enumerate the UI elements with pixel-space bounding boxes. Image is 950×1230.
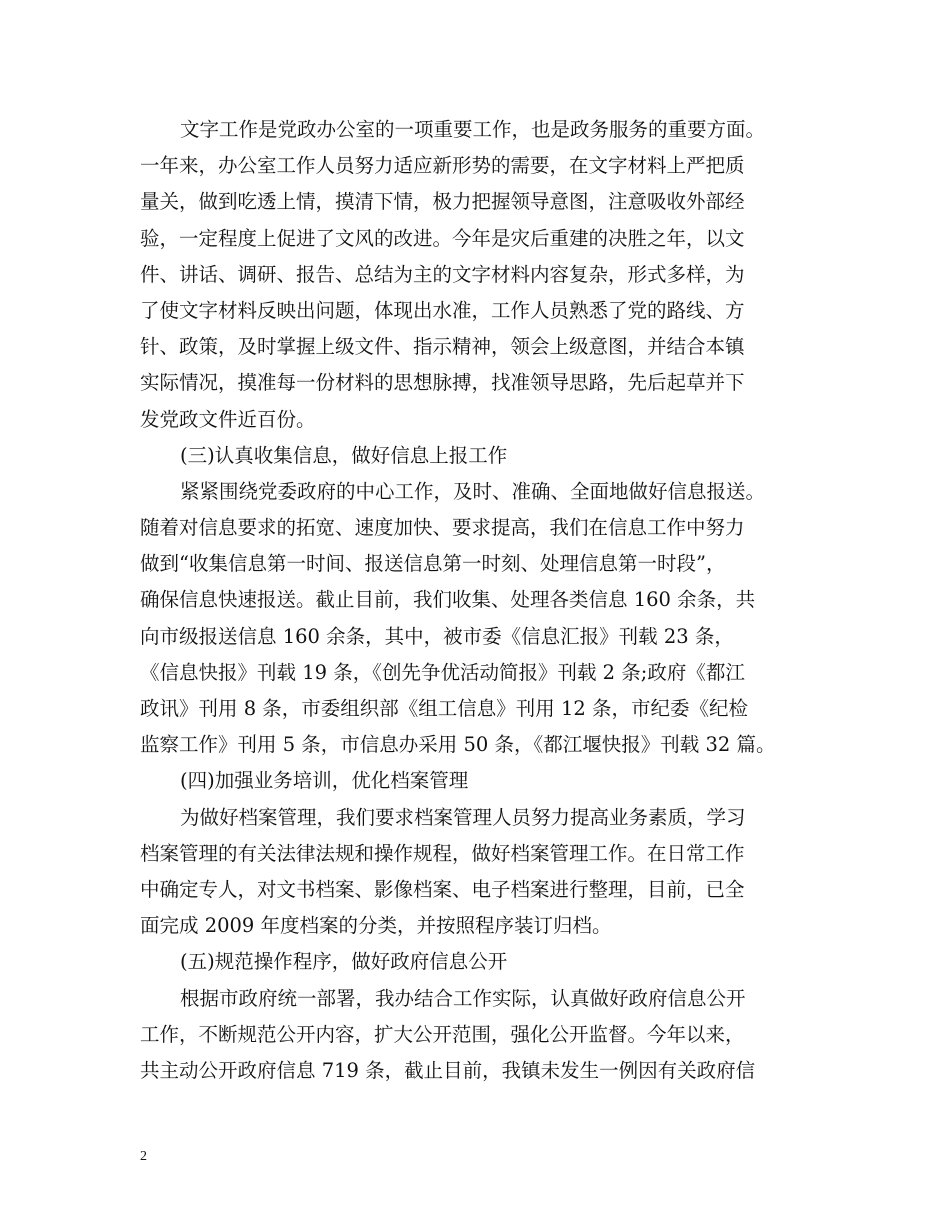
paragraph-line: 发党政文件近百份。 bbox=[140, 407, 316, 431]
paragraph-line: 中确定专人，对文书档案、影像档案、电子档案进行整理，目前，已全 bbox=[140, 877, 745, 901]
paragraph-line: 共主动公开政府信息 719 条，截止目前，我镇未发生一例因有关政府信 bbox=[140, 1058, 756, 1082]
body-text bbox=[140, 112, 810, 1089]
paragraph-line: 根据市政府统一部署，我办结合工作实际，认真做好政府信息公开 bbox=[180, 986, 746, 1010]
paragraph-line: 为做好档案管理，我们要求档案管理人员努力提高业务素质，学习 bbox=[180, 805, 746, 829]
paragraph-line: 工作，不断规范公开内容，扩大公开范围，强化公开监督。今年以来， bbox=[140, 1022, 745, 1046]
page-number: 2 bbox=[140, 1149, 147, 1164]
paragraph-line: 监察工作》刊用 5 条，市信息办采用 50 条，《都江堰快报》刊载 32 篇。 bbox=[140, 733, 776, 757]
paragraph-line: 量关，做到吃透上情，摸清下情，极力把握领导意图，注意吸收外部经 bbox=[140, 190, 745, 214]
paragraph-line: 确保信息快速报送。截止目前，我们收集、处理各类信息 160 余条，共 bbox=[140, 588, 756, 612]
paragraph-line: 向市级报送信息 160 余条，其中，被市委《信息汇报》刊载 23 条， bbox=[140, 624, 734, 648]
paragraph-line: 验，一定程度上促进了文风的改进。今年是灾后重建的决胜之年，以文 bbox=[140, 226, 745, 250]
paragraph-line: 政讯》刊用 8 条，市委组织部《组工信息》刊用 12 条，市纪委《纪检 bbox=[140, 697, 749, 720]
paragraph-line: 针、政策，及时掌握上级文件、指示精神，领会上级意图，并结合本镇 bbox=[140, 335, 745, 359]
paragraph-line: 紧紧围绕党委政府的中心工作，及时、准确、全面地做好信息报送。 bbox=[180, 479, 766, 503]
paragraph-line: 做到“收集信息第一时间、报送信息第一时刻、处理信息第一时段”， bbox=[140, 552, 726, 576]
paragraph-line: 件、讲话、调研、报告、总结为主的文字材料内容复杂，形式多样，为 bbox=[140, 262, 745, 286]
section-heading-5: (五)规范操作程序，做好政府信息公开 bbox=[180, 950, 508, 974]
section-heading-4: (四)加强业务培训，优化档案管理 bbox=[180, 769, 469, 793]
paragraph-line: 面完成 2009 年度档案的分类，并按照程序装订归档。 bbox=[140, 914, 612, 938]
paragraph-line: 《信息快报》刊载 19 条，《创先争优活动简报》刊载 2 条;政府《都江 bbox=[140, 660, 745, 684]
paragraph-line: 档案管理的有关法律法规和操作规程，做好档案管理工作。在日常工作 bbox=[140, 841, 745, 865]
paragraph-line: 文字工作是党政办公室的一项重要工作，也是政务服务的重要方面。 bbox=[180, 118, 766, 141]
paragraph-line: 了使文字材料反映出问题，体现出水准，工作人员熟悉了党的路线、方 bbox=[140, 298, 745, 322]
paragraph-line: 实际情况，摸准每一份材料的思想脉搏，找准领导思路，先后起草并下 bbox=[140, 371, 745, 395]
paragraph-line: 随着对信息要求的拓宽、速度加快、要求提高，我们在信息工作中努力 bbox=[140, 516, 745, 540]
paragraph-line: 一年来，办公室工作人员努力适应新形势的需要，在文字材料上严把质 bbox=[140, 154, 745, 178]
section-heading-3: (三)认真收集信息，做好信息上报工作 bbox=[180, 443, 508, 467]
